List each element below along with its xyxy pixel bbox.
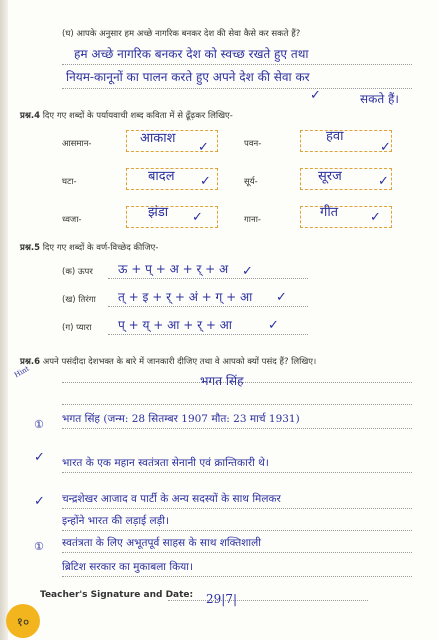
q4-answer-6: गीत — [320, 205, 339, 220]
q6-line-3: चन्द्रशेखर आजाद व पार्टी के अन्य सदस्यों के साथ मिलकर — [62, 493, 281, 505]
check-mark-icon: ✓ — [198, 140, 209, 155]
check-mark-icon: ✓ — [310, 88, 321, 103]
check-mark-icon: ✓ — [34, 450, 45, 465]
q6-line-2: भारत के एक महान स्वतंत्रता सेनानी एवं क्रान्तिकारी थे। — [62, 457, 269, 469]
answer-gha-line2: नियम-कानूनों का पालन करते हुए अपने देश की सेवा कर — [66, 70, 310, 84]
ruled-line — [62, 576, 412, 577]
signature-date: 29|7| — [206, 592, 237, 606]
question-6-number: प्रश्न.6 — [20, 357, 40, 367]
answer-gha-line3: सकते हैं। — [360, 92, 399, 106]
check-mark-icon: ✓ — [380, 140, 391, 155]
q4-answer-3: बादल — [148, 169, 175, 184]
ruled-line — [62, 88, 412, 89]
q4-answer-2: हवा — [326, 129, 344, 144]
ruled-line — [62, 530, 412, 531]
q5-word-1: (क) ऊपर — [62, 267, 93, 277]
q6-line-6: ब्रिटिश सरकार का मुकाबला किया। — [62, 561, 193, 573]
check-mark-icon: ✓ — [34, 494, 45, 509]
question-4-header — [20, 110, 233, 121]
question-gha-label: (घ) आपके अनुसार हम अच्छे नागरिक बनकर देश की सेवा कैसे कर सकते हैं? — [62, 29, 301, 39]
ruled-line — [62, 508, 412, 509]
question-5-text: दिए गए शब्दों के वर्ण-विच्छेद कीजिए- — [42, 243, 159, 253]
q6-line-5: स्वतंत्रता के लिए अभूतपूर्व साहस के साथ शक्तिशाली — [62, 537, 261, 549]
check-mark-icon: ✓ — [242, 264, 253, 279]
teacher-signature-label: Teacher's Signature and Date: — [40, 590, 194, 600]
question-4-text: दिए गए शब्दों के पर्यायवाची शब्द कविता में से ढूँढ़कर लिखिए- — [42, 111, 233, 121]
check-mark-icon: ✓ — [268, 318, 279, 333]
question-5-number: प्रश्न.5 — [20, 243, 40, 253]
q5-answer-1: ऊ + प् + अ + र् + अ — [118, 262, 229, 276]
page-spine — [0, 0, 8, 640]
ruled-line — [62, 428, 412, 429]
q6-line-1: भगत सिंह (जन्म: 28 सितम्बर 1907 मौत: 23 मार्च 1931) — [62, 413, 300, 425]
margin-note: Hint — [13, 364, 31, 380]
answer-gha-line1: हम अच्छे नागरिक बनकर देश को स्वच्छ रखते हुए तथा — [74, 47, 309, 61]
signature-line — [168, 600, 368, 601]
q6-answer-title: भगत सिंह — [200, 374, 244, 388]
question-6-header — [20, 356, 316, 367]
question-6-text: अपने पसंदीदा देशभक्त के बारे में जानकारी दीजिए तथा वे आपको क्यों पसंद हैं? लिखिए। — [42, 357, 317, 367]
q4-word-4: सूर्य- — [244, 177, 258, 187]
q6-line-4: इन्होंने भारत की लड़ाई लड़ी। — [62, 515, 169, 527]
q5-answer-2: त् + इ + र् + अं + ग् + आ — [118, 290, 253, 304]
q5-answer-3: प् + य् + आ + र् + आ — [118, 318, 232, 332]
circled-1-icon: ① — [34, 540, 44, 553]
ruled-line — [108, 278, 308, 279]
q5-word-3: (ग) प्यारा — [62, 323, 92, 333]
q4-answer-5: झंडा — [148, 205, 169, 220]
ruled-line — [62, 64, 412, 65]
ruled-line — [62, 552, 412, 553]
q4-word-6: गाना- — [244, 215, 261, 225]
page-number: १० — [16, 614, 30, 629]
check-mark-icon: ✓ — [276, 290, 287, 305]
check-mark-icon: ✓ — [192, 210, 203, 225]
page-number-badge — [6, 604, 40, 638]
question-4-number: प्रश्न.4 — [20, 111, 40, 121]
check-mark-icon: ✓ — [378, 174, 389, 189]
q4-answer-1: आकाश — [140, 131, 176, 146]
check-mark-icon: ✓ — [370, 210, 381, 225]
check-mark-icon: ✓ — [200, 174, 211, 189]
q4-word-2: पवन- — [244, 139, 262, 149]
circled-1-icon: ① — [34, 418, 44, 431]
q4-answer-box-2 — [300, 130, 392, 152]
q4-answer-box-5 — [126, 206, 218, 228]
q4-answer-4: सूरज — [318, 169, 342, 184]
question-5-header — [20, 242, 158, 253]
q4-word-3: घटा- — [62, 177, 77, 187]
ruled-line — [62, 472, 412, 473]
q5-word-2: (ख) तिरंगा — [62, 295, 96, 305]
q4-word-1: आसमान- — [62, 139, 92, 149]
ruled-line — [108, 334, 308, 335]
ruled-line — [62, 404, 412, 405]
ruled-line — [108, 306, 308, 307]
q4-word-5: ध्वजा- — [62, 215, 82, 225]
